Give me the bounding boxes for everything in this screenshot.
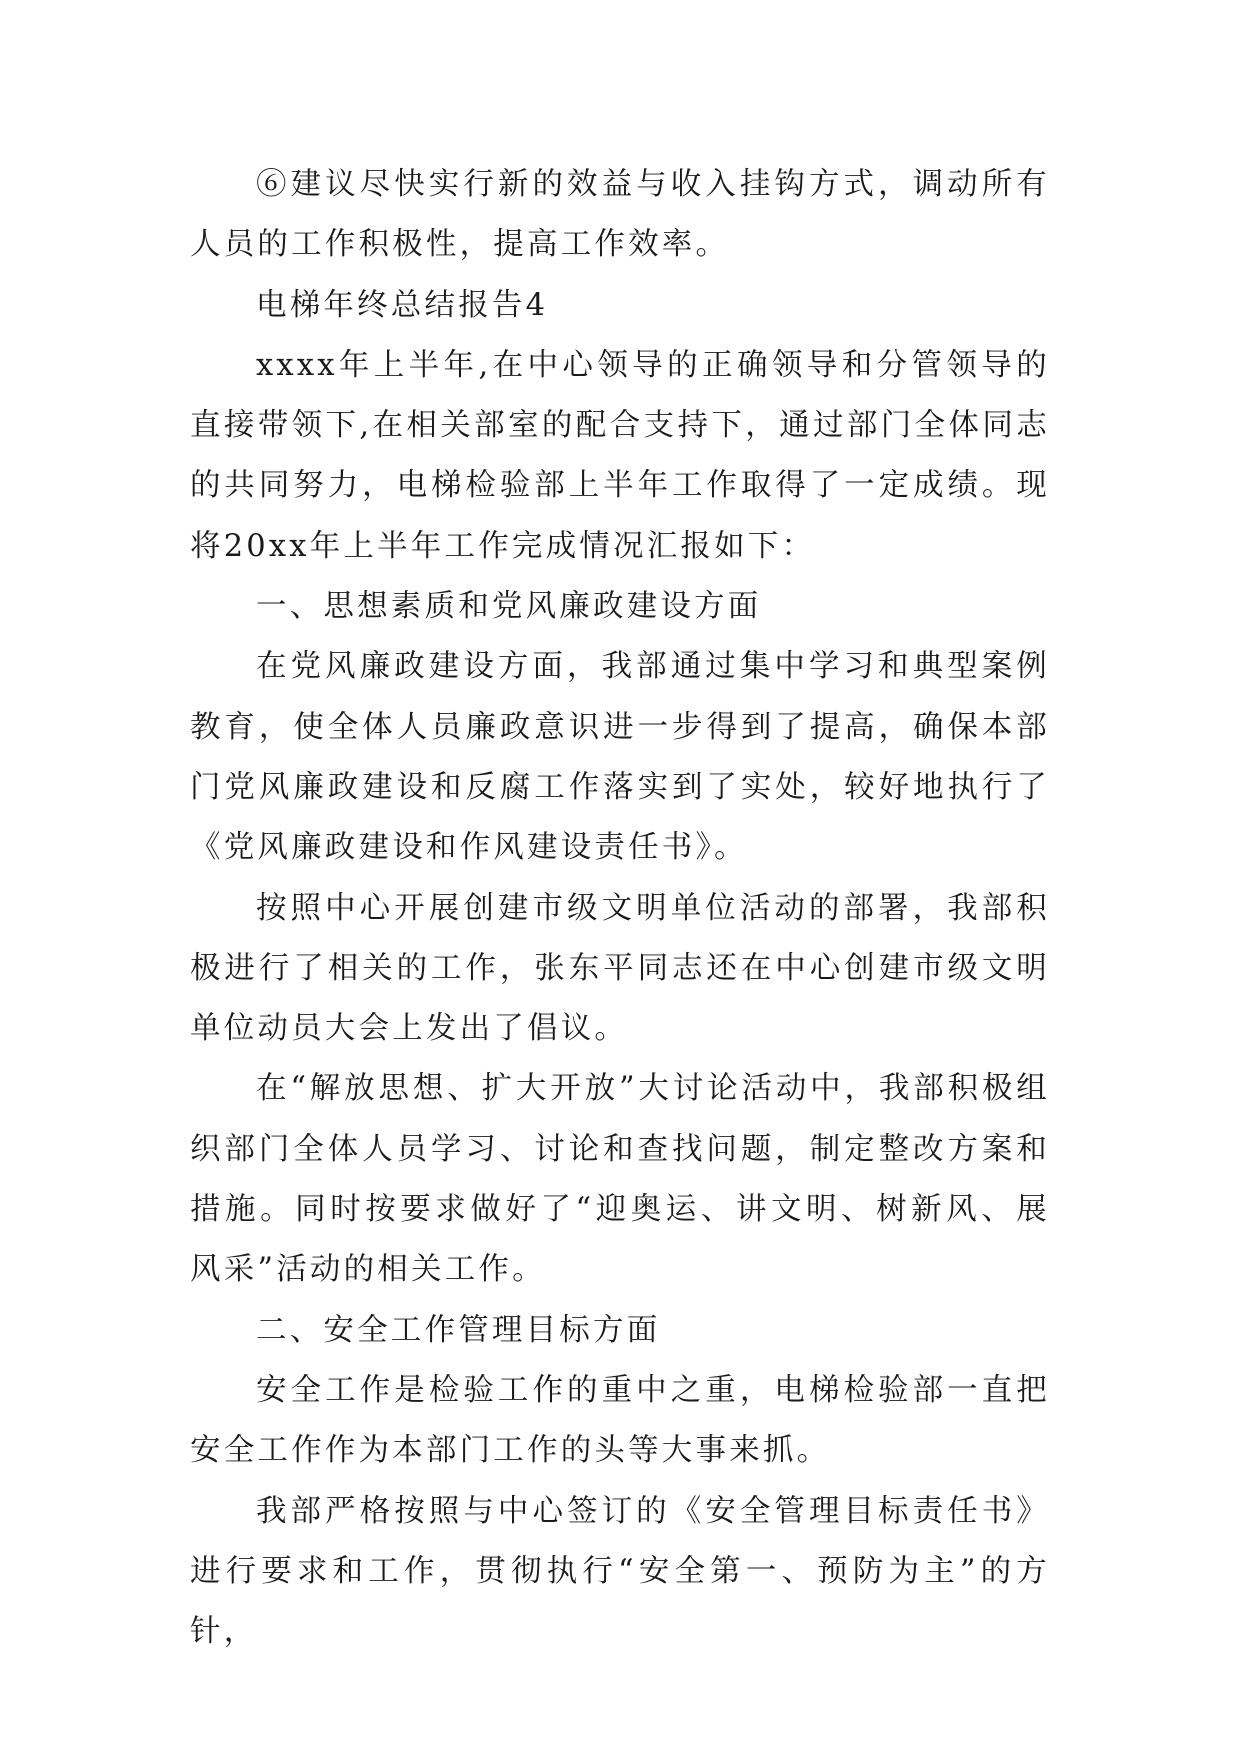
paragraph-intro: xxxx年上半年,在中心领导的正确领导和分管领导的直接带领下,在相关部室的配合支持下，通过部门全体同志的共同努力，电梯检验部上半年工作取得了一定成绩。现将20xx年上半年工作完成情况汇报如下： [190, 347, 1050, 564]
paragraph-civilization: 按照中心开展创建市级文明单位活动的部署，我部积极进行了相关的工作，张东平同志还在中心创建市级文明单位动员大会上发出了倡议。 [190, 890, 1050, 1047]
heading-1: 一、思想素质和党风廉政建设方面 [256, 589, 762, 625]
paragraph-suggestion-6: ⑥建议尽快实行新的效益与收入挂钩方式，调动所有人员的工作积极性，提高工作效率。 [190, 167, 1050, 263]
paragraph-safety: 安全工作是检验工作的重中之重，电梯检验部一直把安全工作作为本部门工作的头等大事来抓。 [190, 1372, 1050, 1469]
section-title: 电梯年终总结报告4 [256, 287, 549, 323]
document-body [190, 155, 1050, 1662]
paragraph-safety-responsibility: 我部严格按照与中心签订的《安全管理目标责任书》进行要求和工作，贯彻执行“安全第一、预防为主”的方针， [190, 1493, 1050, 1650]
paragraph-discussion: 在“解放思想、扩大开放”大讨论活动中，我部积极组织部门全体人员学习、讨论和查找问题，制定整改方案和措施。同时按要求做好了“迎奥运、讲文明、树新风、展风采”活动的相关工作。 [190, 1071, 1050, 1288]
paragraph-integrity: 在党风廉政建设方面，我部通过集中学习和典型案例教育，使全体人员廉政意识进一步得到了提高，确保本部门党风廉政建设和反腐工作落实到了实处，较好地执行了《党风廉政建设和作风建设责任书》。 [190, 649, 1050, 866]
heading-2: 二、安全工作管理目标方面 [256, 1312, 661, 1348]
